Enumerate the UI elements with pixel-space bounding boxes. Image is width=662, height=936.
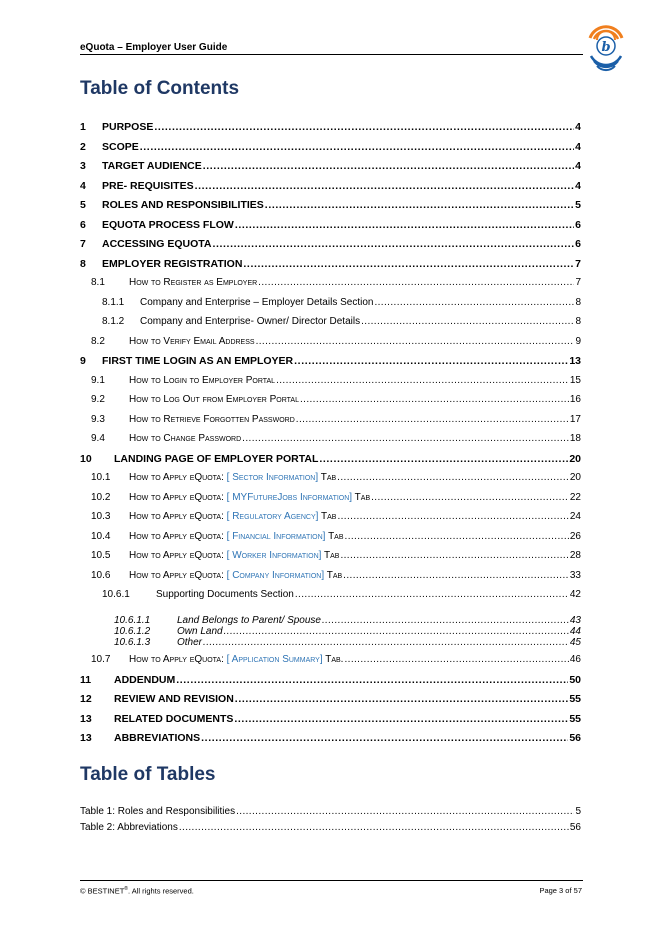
toc-heading: Table of Contents: [80, 78, 240, 99]
logo-letter: b: [601, 40, 611, 55]
toc-entry-target-audience[interactable]: 3 TARGET AUDIENCE ..... 4: [80, 160, 581, 180]
toc-entry-8-2[interactable]: 8.2 How to Verify Email Address ..... 9: [80, 336, 581, 356]
toc-entry-10-6-1-2[interactable]: 10.6.1.2 Own Land ..... 44: [80, 626, 581, 637]
toc-entry-purpose[interactable]: 1 PURPOSE ..... 4: [80, 121, 581, 141]
tot-entry-abbreviations[interactable]: Table 2: Abbreviations ..... 56: [80, 822, 581, 838]
sector-information-link[interactable]: [ Sector Information]: [226, 472, 319, 483]
table-of-contents: [80, 121, 581, 752]
toc-entry-review[interactable]: 12 REVIEW AND REVISION ..... 55: [80, 693, 581, 713]
toc-entry-10-6-1-1[interactable]: 10.6.1.1 Land Belongs to Parent/ Spouse ..... 43: [80, 615, 581, 626]
toc-entry-8-1-1[interactable]: 8.1.1 Company and Enterprise – Employer Details Section ..... 8: [80, 297, 581, 317]
toc-entry-9-3[interactable]: 9.3 How to Retrieve Forgotten Password ..... 17: [80, 414, 581, 434]
toc-entry-process-flow[interactable]: 6 EQUOTA PROCESS FLOW ..... 6: [80, 219, 581, 239]
company-information-link[interactable]: [ Company Information]: [226, 569, 325, 581]
financial-information-link[interactable]: [ Financial Information]: [226, 530, 326, 542]
toc-entry-10-3[interactable]: 10.3 How to Apply eQuota: [ Regulatory Agency] Tab ..... 24: [80, 511, 581, 531]
footer-divider: [80, 880, 583, 881]
toc-entry-accessing[interactable]: 7 ACCESSING EQUOTA ..... 6: [80, 238, 581, 258]
document-title: eQuota – Employer User Guide: [80, 42, 228, 53]
toc-entry-8-1[interactable]: 8.1 How to Register as Employer ..... 7: [80, 277, 581, 297]
myfuturejobs-information-link[interactable]: [ MYFutureJobs Information]: [226, 491, 353, 503]
toc-entry-10-7[interactable]: 10.7 How to Apply eQuota: [ Application Summary] Tab. ..... 46: [80, 654, 581, 674]
toc-entry-10-6-1[interactable]: 10.6.1 Supporting Documents Section ..... 42: [80, 589, 581, 609]
tot-heading: Table of Tables: [80, 764, 216, 785]
toc-entry-landing-page[interactable]: 10 LANDING PAGE OF EMPLOYER PORTAL ..... 20: [80, 453, 581, 473]
application-summary-link[interactable]: [ Application Summary]: [226, 654, 323, 666]
header-divider: [80, 54, 583, 55]
toc-entry-prerequisites[interactable]: 4 PRE- REQUISITES ..... 4: [80, 180, 581, 200]
toc-entry-9-4[interactable]: 9.4 How to Change Password ..... 18: [80, 433, 581, 453]
toc-entry-9-1[interactable]: 9.1 How to Login to Employer Portal ..... 15: [80, 375, 581, 395]
toc-entry-10-6-1-3[interactable]: 10.6.1.3 Other ..... 45: [80, 637, 581, 648]
toc-entry-related-documents[interactable]: 13 RELATED DOCUMENTS ..... 55: [80, 713, 581, 733]
toc-entry-10-1[interactable]: 10.1 How to Apply eQuota: [ Sector Information] Tab ..... 20: [80, 472, 581, 492]
regulatory-agency-link[interactable]: [ Regulatory Agency]: [226, 511, 319, 522]
toc-entry-scope[interactable]: 2 SCOPE ..... 4: [80, 141, 581, 161]
tot-entry-roles[interactable]: Table 1: Roles and Responsibilities ..... 5: [80, 806, 581, 822]
table-of-tables: [80, 806, 581, 838]
toc-entry-8-1-2[interactable]: 8.1.2 Company and Enterprise- Owner/ Director Details ..... 8: [80, 316, 581, 336]
copyright-notice: © BESTINET®. All rights reserved.: [80, 886, 194, 896]
page-number: Page 3 of 57: [539, 886, 582, 895]
worker-information-link[interactable]: [ Worker Information]: [226, 550, 322, 561]
toc-entry-first-login[interactable]: 9 FIRST TIME LOGIN AS AN EMPLOYER ..... 13: [80, 355, 581, 375]
toc-entry-10-6[interactable]: 10.6 How to Apply eQuota: [ Company Information] Tab ..... 33: [80, 570, 581, 590]
toc-entry-addendum[interactable]: 11 ADDENDUM ..... 50: [80, 674, 581, 694]
toc-entry-9-2[interactable]: 9.2 How to Log Out from Employer Portal ..... 16: [80, 394, 581, 414]
bestinet-logo-icon: [584, 20, 628, 72]
toc-entry-registration[interactable]: 8 EMPLOYER REGISTRATION ..... 7: [80, 258, 581, 278]
toc-entry-10-5[interactable]: 10.5 How to Apply eQuota: [ Worker Information] Tab ..... 28: [80, 550, 581, 570]
toc-entry-abbreviations[interactable]: 13 ABBREVIATIONS ..... 56: [80, 732, 581, 752]
toc-entry-roles[interactable]: 5 ROLES AND RESPONSIBILITIES ..... 5: [80, 199, 581, 219]
toc-entry-10-2[interactable]: 10.2 How to Apply eQuota: [ MYFutureJobs Information] Tab ..... 22: [80, 492, 581, 512]
toc-entry-10-4[interactable]: 10.4 How to Apply eQuota: [ Financial Information] Tab ..... 26: [80, 531, 581, 551]
